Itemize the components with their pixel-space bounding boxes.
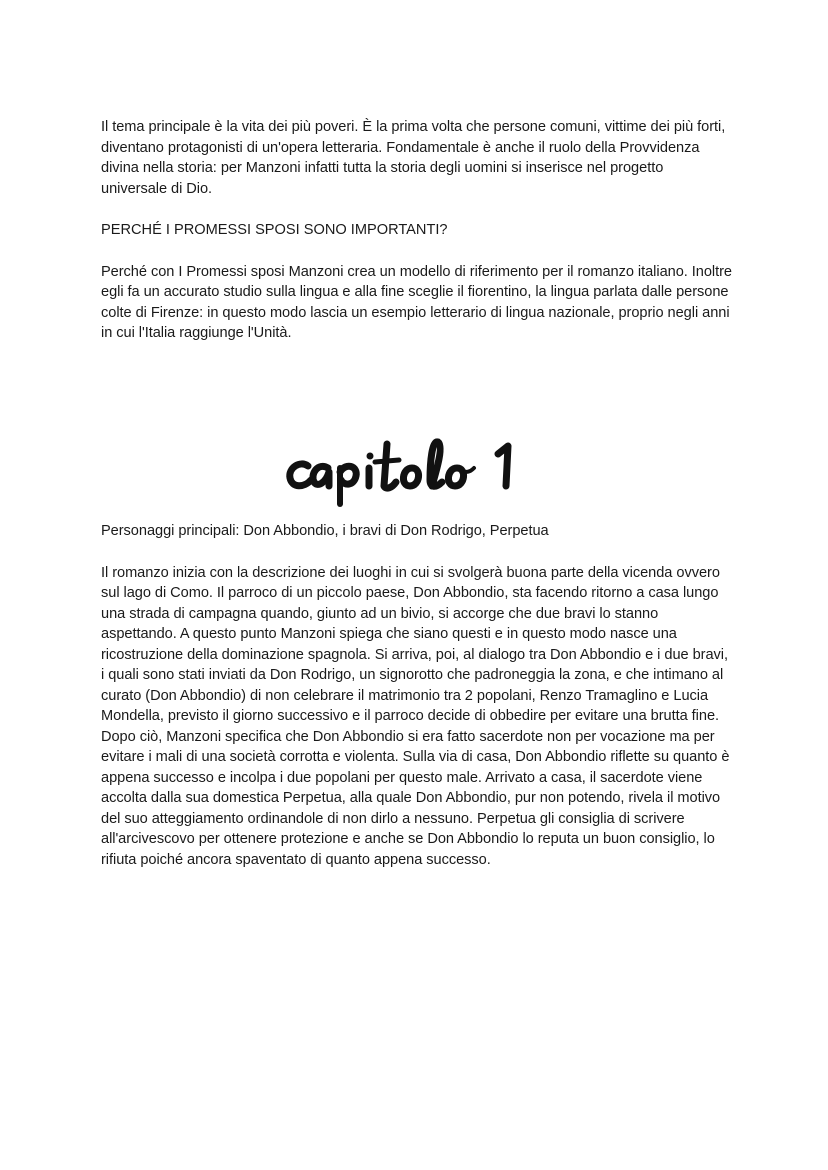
chapter-section: [101, 521, 733, 870]
chapter-summary: Il romanzo inizia con la descrizione dei luoghi in cui si svolgerà buona parte della vicenda ovvero sul lago di Como. Il parroco di un piccolo paese, Don Abbondio, sta facendo ritorno a casa lungo una strada di campagna quando, giunto ad un bivio, si accorge che due bravi lo stanno aspettando. A questo punto Manzoni spiega che siano questi e in questo modo nasce una ricostruzione della dominazione spagnola. Si arriva, poi, al dialogo tra Don Abbondio e i due bravi, i quali sono stati inviati da Don Rodrigo, un signorotto che padroneggia la zona, e che intimano al curato (Don Abbondio) di non celebrare il matrimonio tra 2 popolani, Renzo Tramaglino e Lucia Mondella, previsto il giorno successivo e il parroco decide di obbedire per evitare una brutta fine. Dopo ciò, Manzoni specifica che Don Abbondio si era fatto sacerdote non per vocazione ma per evitare i mali di una società corrotta e violenta. Sulla via di casa, Don Abbondio riflette su quanto è appena successo e incolpa i due popolani per questo male. Arrivato a casa, il sacerdote viene accolta dalla sua domestica Perpetua, alla quale Don Abbondio, pur non potendo, rivela il motivo del suo atteggiamento ordinandole di non dirlo a nessuno. Perpetua gli consiglia di scrivere all'arcivescovo per ottenere protezione e anche se Don Abbondio lo reputa un buon consiglio, lo rifiuta poiché ancora spaventato di quanto appena successo.: [101, 564, 730, 868]
chapter-title: [0, 432, 828, 522]
section-heading: PERCHÉ I PROMESSI SPOSI SONO IMPORTANTI?: [101, 222, 448, 238]
intro-paragraph-1: Il tema principale è la vita dei più poveri. È la prima volta che persone comuni, vittime dei più forti, diventano protagonisti di un'opera letteraria. Fondamentale è anche il ruolo della Provvidenza divina nella storia: per Manzoni infatti tutta la storia degli uomini si inserisce nel progetto universale di Dio.: [101, 119, 726, 197]
chapter-title-lettering: [284, 432, 544, 512]
main-characters: Personaggi principali: Don Abbondio, i bravi di Don Rodrigo, Perpetua: [101, 523, 549, 539]
intro-section: [101, 117, 733, 344]
intro-paragraph-2: Perché con I Promessi sposi Manzoni crea un modello di riferimento per il romanzo italiano. Inoltre egli fa un accurato studio sulla lingua e alla fine sceglie il fiorentino, la lingua parlata dalle persone colte di Firenze: in questo modo lascia un esempio letterario di lingua nazionale, proprio negli anni in cui l'Italia raggiunge l'Unità.: [101, 263, 732, 341]
